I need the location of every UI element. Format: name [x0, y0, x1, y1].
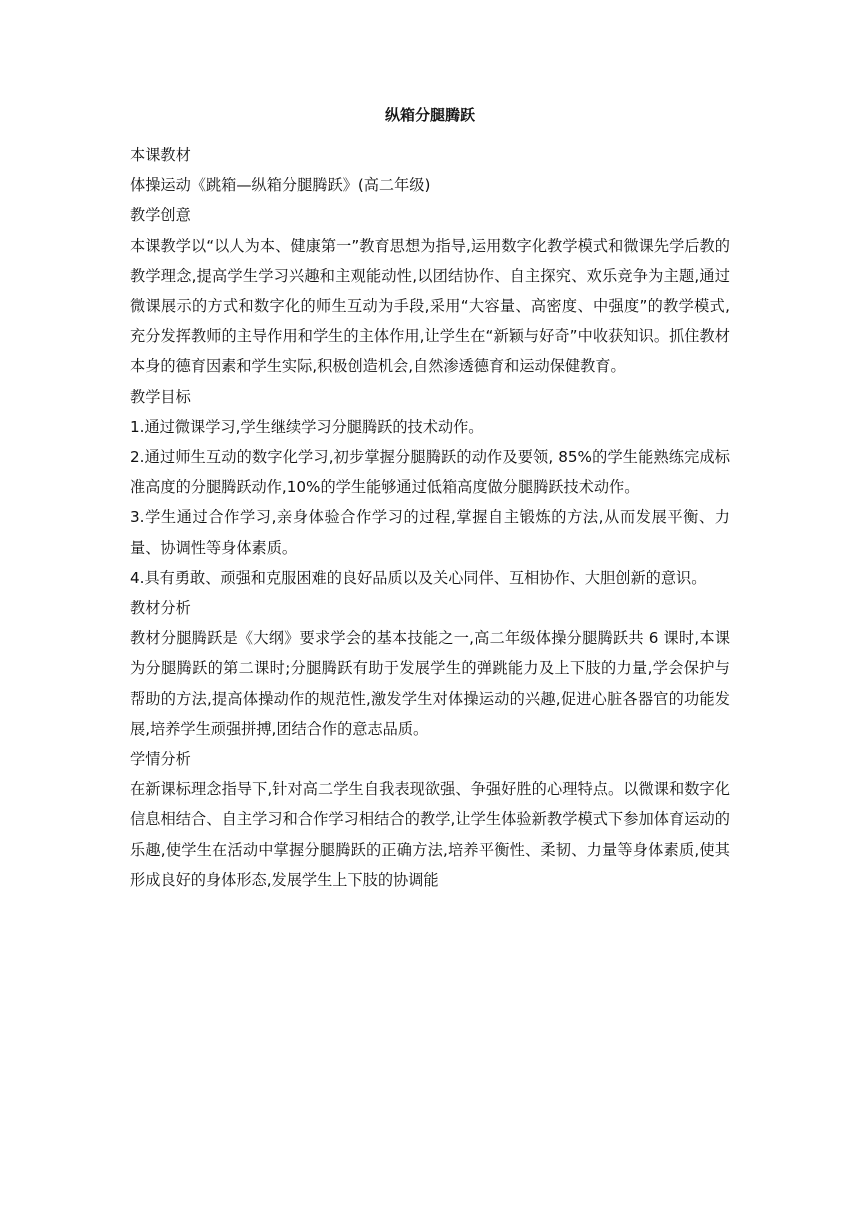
- section-heading-objectives: 教学目标: [130, 387, 191, 406]
- objective-item-3: 3.学生通过合作学习,亲身体验合作学习的过程,掌握自主锻炼的方法,从而发展平衡、力量、协调性等身体素质。: [130, 508, 730, 557]
- section-heading-material-analysis: 教材分析: [130, 599, 191, 618]
- material-analysis-paragraph: 教材分腿腾跃是《大纲》要求学会的基本技能之一,高二年级体操分腿腾跃共 6 课时,本课为分腿腾跃的第二课时;分腿腾跃有助于发展学生的弹跳能力及上下肢的力量,学会保护与帮助的方法,提高体操动作的规范性,激发学生对体操运动的兴趣,促进心脏各器官的功能发展,培养学生顽强拼搏,团结合作的意志品质。: [130, 629, 730, 738]
- student-analysis-paragraph: 在新课标理念指导下,针对高二学生自我表现欲强、争强好胜的心理特点。以微课和数字化信息相结合、自主学习和合作学习相结合的教学,让学生体验新教学模式下参加体育运动的乐趣,使学生在活动中掌握分腿腾跃的正确方法,培养平衡性、柔韧、力量等身体素质,使其形成良好的身体形态,发展学生上下肢的协调能: [130, 780, 730, 889]
- objective-item-2: 2.通过师生互动的数字化学习,初步掌握分腿腾跃的动作及要领, 85%的学生能熟练完成标准高度的分腿腾跃动作,10%的学生能够通过低箱高度做分腿腾跃技术动作。: [130, 448, 730, 497]
- section-heading-student-analysis: 学情分析: [130, 750, 191, 769]
- creativity-paragraph: 本课教学以“以人为本、健康第一”教育思想为指导,运用数字化教学模式和微课先学后教的教学理念,提高学生学习兴趣和主观能动性,以团结协作、自主探究、欢乐竞争为主题,通过微课展示的方式和数字化的师生互动为手段,采用“大容量、高密度、中强度”的教学模式,充分发挥教师的主导作用和学生的主体作用,让学生在“新颖与好奇”中收获知识。抓住教材本身的德育因素和学生实际,积极创造机会,自然渗透德育和运动保健教育。: [130, 236, 730, 376]
- objective-item-4: 4.具有勇敢、顽强和克服困难的良好品质以及关心同伴、互相协作、大胆创新的意识。: [130, 568, 707, 587]
- document-body: [130, 140, 730, 895]
- objective-item-1: 1.通过微课学习,学生继续学习分腿腾跃的技术动作。: [130, 417, 484, 436]
- section-heading-creativity: 教学创意: [130, 206, 191, 225]
- textbook-paragraph: 体操运动《跳箱—纵箱分腿腾跃》(高二年级): [130, 176, 431, 195]
- section-heading-textbook: 本课教材: [130, 146, 191, 164]
- document-title: 纵箱分腿腾跃: [384, 106, 475, 124]
